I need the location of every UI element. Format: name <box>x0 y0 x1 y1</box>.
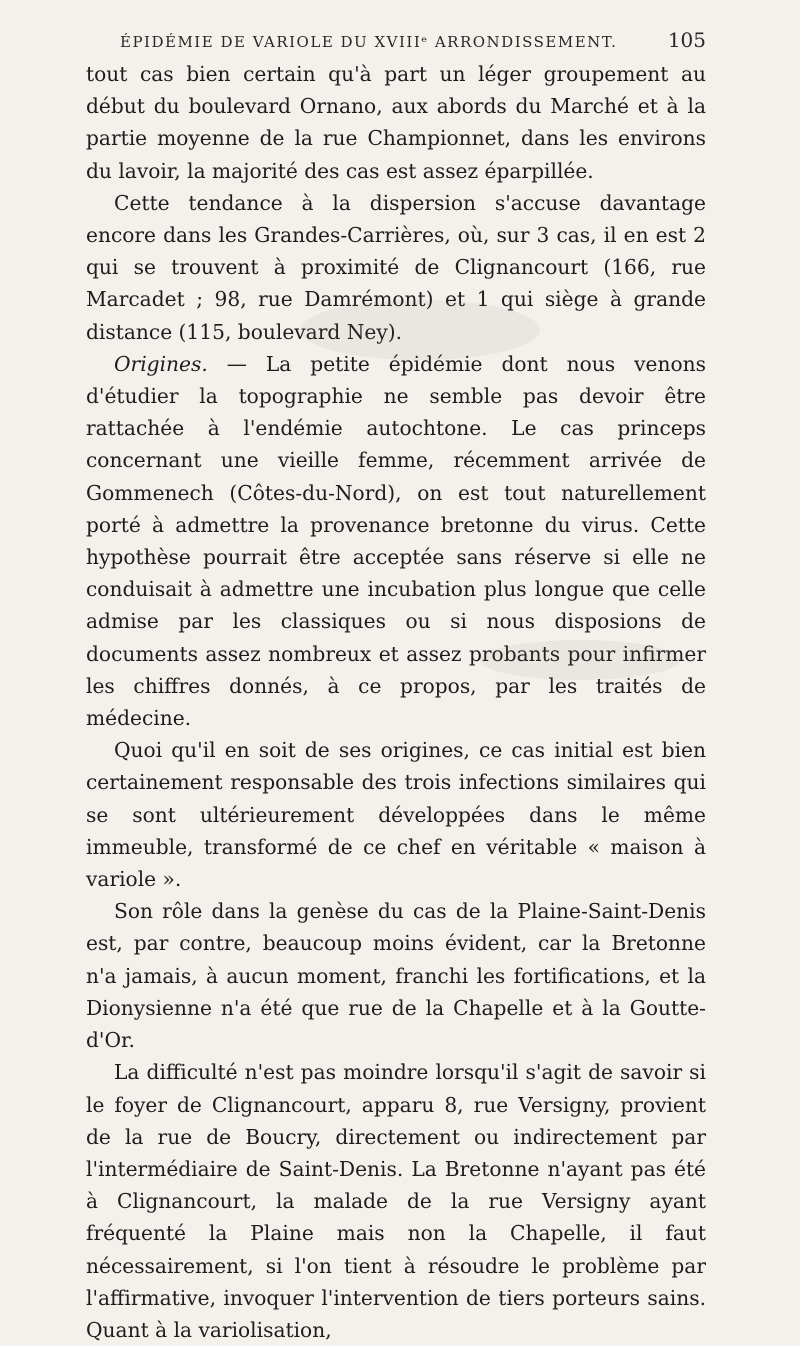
section-title: Origines. <box>114 351 208 376</box>
paragraph <box>86 1056 706 1346</box>
paragraph-text: Quoi qu'il en soit de ses origines, ce cas initial est bien certainement responsable des trois infections similaires qui se sont ultérieurement développées dans le même immeuble, transformé de ce chef en véritable « maison à variole ». <box>86 738 706 892</box>
running-head <box>86 28 706 52</box>
paragraph-text: tout cas bien certain qu'à part un léger groupement au début du boulevard Ornano, aux abords du Marché et à la partie moyenne de la rue Championnet, dans les environs du lavoir, la majorité des cas est assez éparpillée. <box>86 62 706 183</box>
paragraph <box>86 734 706 895</box>
paper-smudge <box>480 640 680 680</box>
paragraph-text: La difficulté n'est pas moindre lorsqu'il s'agit de savoir si le foyer de Clignancourt, apparu 8, rue Versigny, provient de la rue de Boucry, directement ou indirectement par l'intermédiaire de Saint-Denis. La Bretonne n'ayant pas été à Clignancourt, la malade de la rue Versigny ayant fréquenté la Plaine mais non la Chapelle, il faut nécessairement, si l'on tient à résoudre le problème par l'affirmative, invoquer l'intervention de tiers porteurs sains. Quant à la variolisation, <box>86 1060 706 1342</box>
running-head-title: ÉPIDÉMIE DE VARIOLE DU XVIIIᵉ ARRONDISSEMENT. <box>120 33 618 51</box>
paragraph <box>86 58 706 187</box>
paragraph-text: — La petite épidémie dont nous venons d'étudier la topographie ne semble pas devoir être rattachée à l'endémie autochtone. Le cas princeps concernant une vieille femme, récemment arrivée de Gommenech (Côtes-du-Nord), on est tout naturellement porté à admettre la provenance bretonne du virus. Cette hypothèse pourrait être acceptée sans réserve si elle ne conduisait à admettre une incubation plus longue que celle admise par les classiques ou si nous disposions de documents assez nombreux et assez probants pour infirmer les chiffres donnés, à ce propos, par les traités de médecine. <box>86 351 706 731</box>
body-text <box>86 58 706 1346</box>
paper-smudge <box>300 300 540 360</box>
paragraph <box>86 895 706 1056</box>
paragraph-text: Cette tendance à la dispersion s'accuse davantage encore dans les Grandes-Carrières, où, sur 3 cas, il en est 2 qui se trouvent à proximité de Clignancourt (166, rue Marcadet ; 98, rue Damrémont) et 1 qui siège à grande distance (115, boulevard Ney). <box>86 190 706 344</box>
paragraph-text: Son rôle dans la genèse du cas de la Plaine-Saint-Denis est, par contre, beaucoup moins évident, car la Bretonne n'a jamais, à aucun moment, franchi les fortifications, et la Dionysienne n'a été que rue de la Chapelle et à la Goutte-d'Or. <box>86 899 706 1053</box>
page-number: 105 <box>667 28 706 52</box>
